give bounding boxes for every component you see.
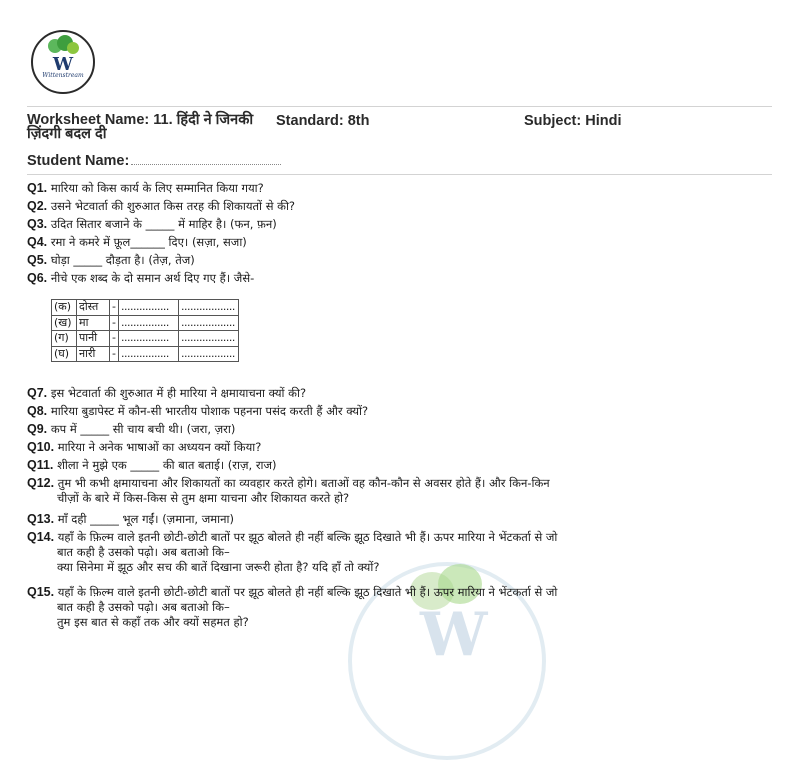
subject-label: Subject: Hindi (524, 113, 622, 129)
worksheet-name-line2: ज़िंदगी बदल दी (27, 126, 107, 142)
question-6: Q6. नीचे एक शब्द के दो समान अर्थ दिए गए हैं। जैसे- (27, 271, 255, 285)
svg-text:W: W (52, 54, 74, 75)
row-separator: - (110, 331, 119, 347)
student-name-label: Student Name: (27, 153, 130, 169)
row-label: (घ) (52, 346, 77, 362)
row-label: (ख) (52, 315, 77, 331)
answer-blank-1[interactable]: ................ (118, 346, 178, 362)
answer-blank-1[interactable]: ................ (118, 300, 178, 316)
answer-blank-2[interactable]: .................. (178, 346, 238, 362)
question-12-continuation: चीज़ों के बारे में किस-किस से तुम क्षमा याचना और शिकायत करते हो? (57, 491, 350, 505)
answer-blank-2[interactable]: .................. (178, 315, 238, 331)
row-label: (क) (52, 300, 77, 316)
answer-blank-1[interactable]: ................ (118, 331, 178, 347)
question-4: Q4. रमा ने कमरे में फ़ूल______ दिए। (सज़ा, सजा) (27, 235, 247, 249)
question-12: Q12. तुम भी कभी क्षमायाचना और शिकायतों का व्यवहार करते होगे। बताओं वह कौन-कौन से अवसर होते हैं। और किन-किन चीज़ों के बारे में किस-किस से तुम क्षमा याचना और शिकायत करते हो? (27, 476, 550, 505)
row-word: दोस्त (77, 300, 110, 316)
row-word: नारी (77, 346, 110, 362)
row-separator: - (110, 300, 119, 316)
question-14-continuation: क्या सिनेमा में झूठ और सच की बातें दिखाना जरूरी होता है? यदि हाँ तो क्यों? (57, 560, 380, 574)
row-separator: - (110, 315, 119, 331)
header-divider (27, 106, 772, 107)
question-15-continuation: तुम इस बात से कहाँ तक और क्यों सहमत हो? (57, 615, 249, 629)
question-15-continuation: बात कही है उसको पढ़ो। अब बताओ कि– (57, 600, 230, 614)
student-name-row (27, 153, 281, 169)
table-row (52, 315, 239, 331)
question-3: Q3. उदित सितार बजाने के _____ में माहिर है। (फन, फ़न) (27, 217, 277, 231)
question-1: Q1. मारिया को किस कार्य के लिए सम्मानित किया गया? (27, 181, 264, 195)
student-divider (27, 174, 772, 175)
worksheet-name-line1: Worksheet Name: 11. हिंदी ने जिनकी (27, 112, 254, 128)
row-separator: - (110, 346, 119, 362)
answer-blank-2[interactable]: .................. (178, 300, 238, 316)
table-row (52, 346, 239, 362)
question-10: Q10. मारिया ने अनेक भाषाओं का अध्ययन क्यों किया? (27, 440, 262, 454)
question-11: Q11. शीला ने मुझे एक _____ की बात बताई। (राज़, राज) (27, 458, 277, 472)
standard-label: Standard: 8th (276, 113, 370, 129)
table-row (52, 300, 239, 316)
question-15: Q15. यहाँ के फ़िल्म वाले इतनी छोटी-छोटी बातों पर झूठ बोलते ही नहीं बल्कि झूठ दिखाते भी हैं। ऊपर मारिया ने भेंटकर्ता से जो बात कही है उसको पढ़ो। अब बताओ कि– तुम इस बात से कहाँ तक और क्यों सहमत हो? (27, 585, 558, 629)
question-5: Q5. घोड़ा _____ दौड़ता है। (तेज़, तेज) (27, 253, 195, 267)
question-2: Q2. उसने भेटवार्ता की शुरुआत किस तरह की शिकायतों से की? (27, 199, 296, 213)
row-word: पानी (77, 331, 110, 347)
question-8: Q8. मारिया बुडापेस्ट में कौन-सी भारतीय पोशाक पहनना पसंद करती हैं और क्यों? (27, 404, 369, 418)
logo-text: Wittenstream (42, 72, 84, 79)
question-7: Q7. इस भेटवार्ता की शुरुआत में ही मारिया ने क्षमायाचना क्यों की? (27, 386, 307, 400)
answer-blank-1[interactable]: ................ (118, 315, 178, 331)
student-name-blank[interactable] (131, 153, 281, 165)
question-9: Q9. कप में _____ सी चाय बची थी। (जरा, ज़रा) (27, 422, 236, 436)
row-word: मा (77, 315, 110, 331)
row-label: (ग) (52, 331, 77, 347)
question-14: Q14. यहाँ के फ़िल्म वाले इतनी छोटी-छोटी बातों पर झूठ बोलते ही नहीं बल्कि झूठ दिखाते भी हैं। ऊपर मारिया ने भेंटकर्ता से जो बात कही है उसको पढ़ो। अब बताओ कि– क्या सिनेमा में झूठ और सच की बातें दिखाना जरूरी होता है? यदि हाँ तो क्यों? (27, 530, 558, 574)
answer-blank-2[interactable]: .................. (178, 331, 238, 347)
question-13: Q13. माँ दही _____ भूल गईं। (ज़माना, जमाना) (27, 512, 234, 526)
tree-logo-icon (33, 32, 93, 92)
worksheet-name (27, 113, 267, 141)
question-14-continuation: बात कही है उसको पढ़ो। अब बताओ कि– (57, 545, 230, 559)
table-row (52, 331, 239, 347)
school-logo (31, 30, 95, 94)
watermark-letter: W (420, 600, 488, 670)
synonym-table (51, 299, 239, 362)
